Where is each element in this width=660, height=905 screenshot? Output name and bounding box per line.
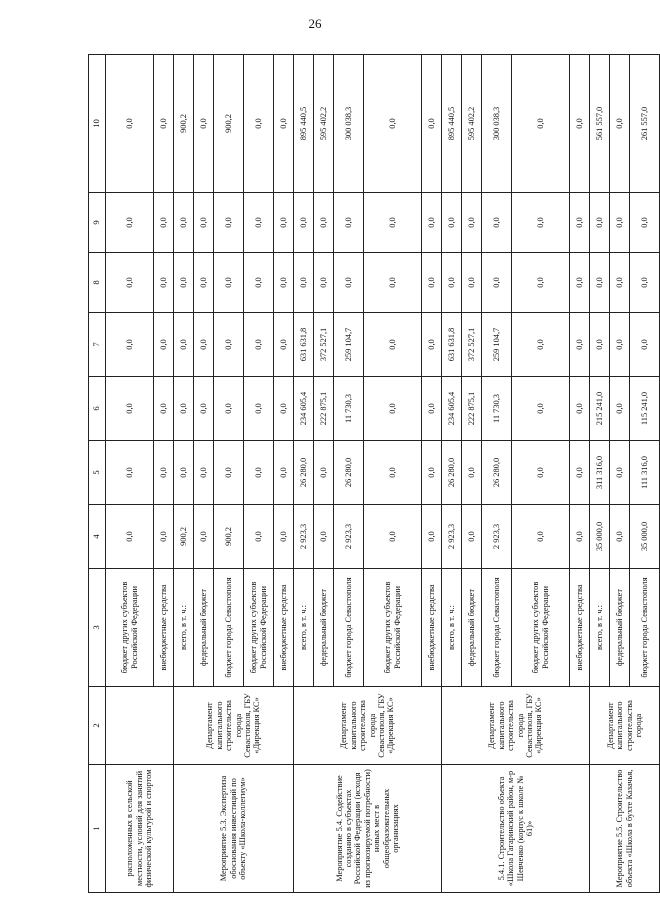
- year-value: 0,0: [610, 441, 630, 505]
- year-value: 0,0: [422, 377, 442, 441]
- year-value: 900,2: [174, 505, 194, 569]
- total-value: 595 402,2: [462, 55, 482, 193]
- year-value: 26 280,0: [442, 441, 462, 505]
- total-value: 900,2: [214, 55, 244, 193]
- year-value: 0,0: [590, 253, 610, 313]
- year-value: 0,0: [314, 253, 334, 313]
- year-value: 0,0: [106, 441, 154, 505]
- executor-name: Департамент капитального строительства города Севастополя, ГБУ «Дирекция КС»: [442, 687, 590, 765]
- year-value: 35 000,0: [630, 505, 660, 569]
- year-value: 11 730,3: [334, 377, 364, 441]
- executor-name: Департамент капитального строительства города Севастополя, ГБУ «Дирекция КС»: [174, 687, 294, 765]
- year-value: 0,0: [422, 313, 442, 377]
- year-value: 0,0: [106, 313, 154, 377]
- year-value: 115 241,0: [630, 377, 660, 441]
- total-value: 0,0: [106, 55, 154, 193]
- funding-source: федеральный бюджет: [462, 569, 482, 687]
- year-value: 0,0: [294, 193, 314, 253]
- year-value: 0,0: [334, 253, 364, 313]
- funding-source: бюджет других субъектов Российской Федерации: [364, 569, 422, 687]
- year-value: 0,0: [194, 313, 214, 377]
- year-value: 0,0: [364, 193, 422, 253]
- column-number: 5: [89, 441, 106, 505]
- year-value: 0,0: [570, 313, 590, 377]
- year-value: 0,0: [512, 377, 570, 441]
- year-value: 26 280,0: [482, 441, 512, 505]
- year-value: 0,0: [154, 505, 174, 569]
- year-value: 631 631,8: [294, 313, 314, 377]
- column-number: 10: [89, 55, 106, 193]
- year-value: 0,0: [194, 253, 214, 313]
- year-value: 0,0: [174, 193, 194, 253]
- year-value: 259 104,7: [334, 313, 364, 377]
- year-value: 0,0: [194, 441, 214, 505]
- year-value: 0,0: [214, 193, 244, 253]
- year-value: 0,0: [274, 253, 294, 313]
- year-value: 0,0: [610, 253, 630, 313]
- table-row: [294, 55, 314, 893]
- year-value: 0,0: [462, 505, 482, 569]
- funding-source: внебюджетные средства: [154, 569, 174, 687]
- year-value: 0,0: [610, 505, 630, 569]
- year-value: 215 241,0: [590, 377, 610, 441]
- year-value: 0,0: [422, 193, 442, 253]
- funding-source: всего, в т. ч.:: [442, 569, 462, 687]
- year-value: 0,0: [244, 193, 274, 253]
- year-value: 0,0: [334, 193, 364, 253]
- year-value: 0,0: [106, 253, 154, 313]
- year-value: 0,0: [512, 441, 570, 505]
- funding-source: внебюджетные средства: [274, 569, 294, 687]
- funding-source: всего, в т. ч.:: [294, 569, 314, 687]
- year-value: 234 605,4: [294, 377, 314, 441]
- year-value: 0,0: [294, 253, 314, 313]
- year-value: 0,0: [422, 441, 442, 505]
- year-value: 0,0: [364, 441, 422, 505]
- year-value: 372 527,1: [462, 313, 482, 377]
- year-value: 372 527,1: [314, 313, 334, 377]
- year-value: 0,0: [244, 313, 274, 377]
- year-value: 0,0: [364, 377, 422, 441]
- year-value: 0,0: [512, 193, 570, 253]
- year-value: 0,0: [462, 193, 482, 253]
- year-value: 0,0: [422, 505, 442, 569]
- year-value: 0,0: [154, 253, 174, 313]
- column-number: 7: [89, 313, 106, 377]
- measure-name: 5.4.1. Строительство объекта «Школа Гагаринский район, м-р Шевченко (корпус к школе № 61)»: [442, 765, 590, 893]
- year-value: 0,0: [610, 377, 630, 441]
- column-number: 3: [89, 569, 106, 687]
- year-value: 26 280,0: [334, 441, 364, 505]
- year-value: 0,0: [590, 193, 610, 253]
- total-value: 0,0: [570, 55, 590, 193]
- year-value: 0,0: [462, 253, 482, 313]
- year-value: 0,0: [462, 441, 482, 505]
- funding-source: всего, в т. ч.:: [174, 569, 194, 687]
- year-value: 0,0: [630, 253, 660, 313]
- year-value: 2 923,3: [294, 505, 314, 569]
- year-value: 0,0: [364, 505, 422, 569]
- year-value: 0,0: [570, 253, 590, 313]
- total-value: 595 402,2: [314, 55, 334, 193]
- year-value: 0,0: [482, 253, 512, 313]
- year-value: 2 923,3: [482, 505, 512, 569]
- total-value: 895 440,5: [294, 55, 314, 193]
- year-value: 0,0: [570, 441, 590, 505]
- funding-source: бюджет города Севастополя: [214, 569, 244, 687]
- funding-source: бюджет других субъектов Российской Федерации: [106, 569, 154, 687]
- year-value: 0,0: [154, 193, 174, 253]
- measure-name: расположенных в сельской местности, условий для занятий физической культурой и спортом: [106, 765, 174, 893]
- table-row: [106, 55, 154, 893]
- column-number: 9: [89, 193, 106, 253]
- year-value: 0,0: [214, 313, 244, 377]
- year-value: 2 923,3: [334, 505, 364, 569]
- column-number: 4: [89, 505, 106, 569]
- total-value: 300 038,3: [482, 55, 512, 193]
- year-value: 0,0: [154, 377, 174, 441]
- year-value: 222 875,1: [462, 377, 482, 441]
- year-value: 0,0: [274, 377, 294, 441]
- year-value: 0,0: [590, 313, 610, 377]
- year-value: 0,0: [610, 193, 630, 253]
- column-number: 2: [89, 687, 106, 765]
- year-value: 0,0: [244, 377, 274, 441]
- year-value: 0,0: [244, 253, 274, 313]
- year-value: 0,0: [570, 377, 590, 441]
- year-value: 0,0: [512, 313, 570, 377]
- year-value: 0,0: [364, 313, 422, 377]
- year-value: 0,0: [274, 313, 294, 377]
- total-value: 0,0: [364, 55, 422, 193]
- executor-name: [106, 687, 174, 765]
- column-number: 6: [89, 377, 106, 441]
- column-number: 8: [89, 253, 106, 313]
- total-value: 561 557,0: [590, 55, 610, 193]
- funding-source: федеральный бюджет: [194, 569, 214, 687]
- year-value: 0,0: [154, 313, 174, 377]
- year-value: 0,0: [174, 253, 194, 313]
- column-number-row: [89, 55, 106, 893]
- year-value: 0,0: [512, 505, 570, 569]
- year-value: 0,0: [106, 193, 154, 253]
- year-value: 0,0: [106, 505, 154, 569]
- funding-source: бюджет других субъектов Российской Федерации: [244, 569, 274, 687]
- year-value: 0,0: [630, 193, 660, 253]
- year-value: 0,0: [214, 253, 244, 313]
- year-value: 222 875,1: [314, 377, 334, 441]
- rotated-table-container: [88, 55, 649, 893]
- total-value: 900,2: [174, 55, 194, 193]
- year-value: 0,0: [214, 441, 244, 505]
- year-value: 311 316,0: [590, 441, 610, 505]
- total-value: 0,0: [422, 55, 442, 193]
- year-value: 259 104,7: [482, 313, 512, 377]
- year-value: 0,0: [512, 253, 570, 313]
- year-value: 0,0: [214, 377, 244, 441]
- year-value: 900,2: [214, 505, 244, 569]
- year-value: 0,0: [442, 193, 462, 253]
- year-value: 11 730,3: [482, 377, 512, 441]
- column-number: 1: [89, 765, 106, 893]
- funding-source: всего, в т. ч.:: [590, 569, 610, 687]
- measure-name: Мероприятие 5.4. Содействие созданию в субъектах Российской Федерации (исходя из прогнозируемой потребности) новых мест в общеобразовательных организациях: [294, 765, 442, 893]
- year-value: 631 631,8: [442, 313, 462, 377]
- year-value: 0,0: [314, 441, 334, 505]
- total-value: 0,0: [154, 55, 174, 193]
- year-value: 0,0: [174, 313, 194, 377]
- funding-source: бюджет города Севастополя: [482, 569, 512, 687]
- funding-source: федеральный бюджет: [314, 569, 334, 687]
- year-value: 0,0: [194, 505, 214, 569]
- year-value: 0,0: [174, 441, 194, 505]
- year-value: 0,0: [106, 377, 154, 441]
- measure-name: Мероприятие 5.5. Строительство объекта «Школа в бухте Казачья,: [590, 765, 660, 893]
- executor-name: Департамент капитального строительства города Севастополя, ГБУ «Дирекция КС»: [294, 687, 442, 765]
- page-number: 26: [308, 16, 322, 31]
- year-value: 0,0: [274, 505, 294, 569]
- table-row: [174, 55, 194, 893]
- financing-table: [88, 54, 660, 893]
- year-value: 0,0: [274, 193, 294, 253]
- year-value: 234 605,4: [442, 377, 462, 441]
- year-value: 0,0: [194, 193, 214, 253]
- total-value: 0,0: [194, 55, 214, 193]
- total-value: 300 038,3: [334, 55, 364, 193]
- funding-source: бюджет города Севастополя: [630, 569, 660, 687]
- year-value: 0,0: [570, 505, 590, 569]
- year-value: 0,0: [422, 253, 442, 313]
- measure-name: Мероприятие 5.3. Экспертиза обоснования инвестиций по объекту «Школа-коллегиум»: [174, 765, 294, 893]
- year-value: 0,0: [314, 505, 334, 569]
- total-value: 0,0: [274, 55, 294, 193]
- year-value: 111 316,0: [630, 441, 660, 505]
- year-value: 0,0: [244, 441, 274, 505]
- year-value: 0,0: [482, 193, 512, 253]
- year-value: 0,0: [442, 253, 462, 313]
- year-value: 26 280,0: [294, 441, 314, 505]
- year-value: 0,0: [364, 253, 422, 313]
- year-value: 0,0: [194, 377, 214, 441]
- year-value: 0,0: [630, 313, 660, 377]
- year-value: 0,0: [174, 377, 194, 441]
- total-value: 0,0: [610, 55, 630, 193]
- year-value: 0,0: [314, 193, 334, 253]
- year-value: 2 923,3: [442, 505, 462, 569]
- funding-source: внебюджетные средства: [422, 569, 442, 687]
- total-value: 895 440,5: [442, 55, 462, 193]
- year-value: 0,0: [274, 441, 294, 505]
- funding-source: федеральный бюджет: [610, 569, 630, 687]
- year-value: 0,0: [610, 313, 630, 377]
- table-row: [442, 55, 462, 893]
- year-value: 0,0: [570, 193, 590, 253]
- total-value: 0,0: [512, 55, 570, 193]
- funding-source: внебюджетные средства: [570, 569, 590, 687]
- year-value: 0,0: [154, 441, 174, 505]
- funding-source: бюджет других субъектов Российской Федерации: [512, 569, 570, 687]
- year-value: 0,0: [244, 505, 274, 569]
- total-value: 0,0: [244, 55, 274, 193]
- year-value: 35 000,0: [590, 505, 610, 569]
- funding-source: бюджет города Севастополя: [334, 569, 364, 687]
- executor-name: Департамент капитального строительства города: [590, 687, 660, 765]
- total-value: 261 557,0: [630, 55, 660, 193]
- table-row: [590, 55, 610, 893]
